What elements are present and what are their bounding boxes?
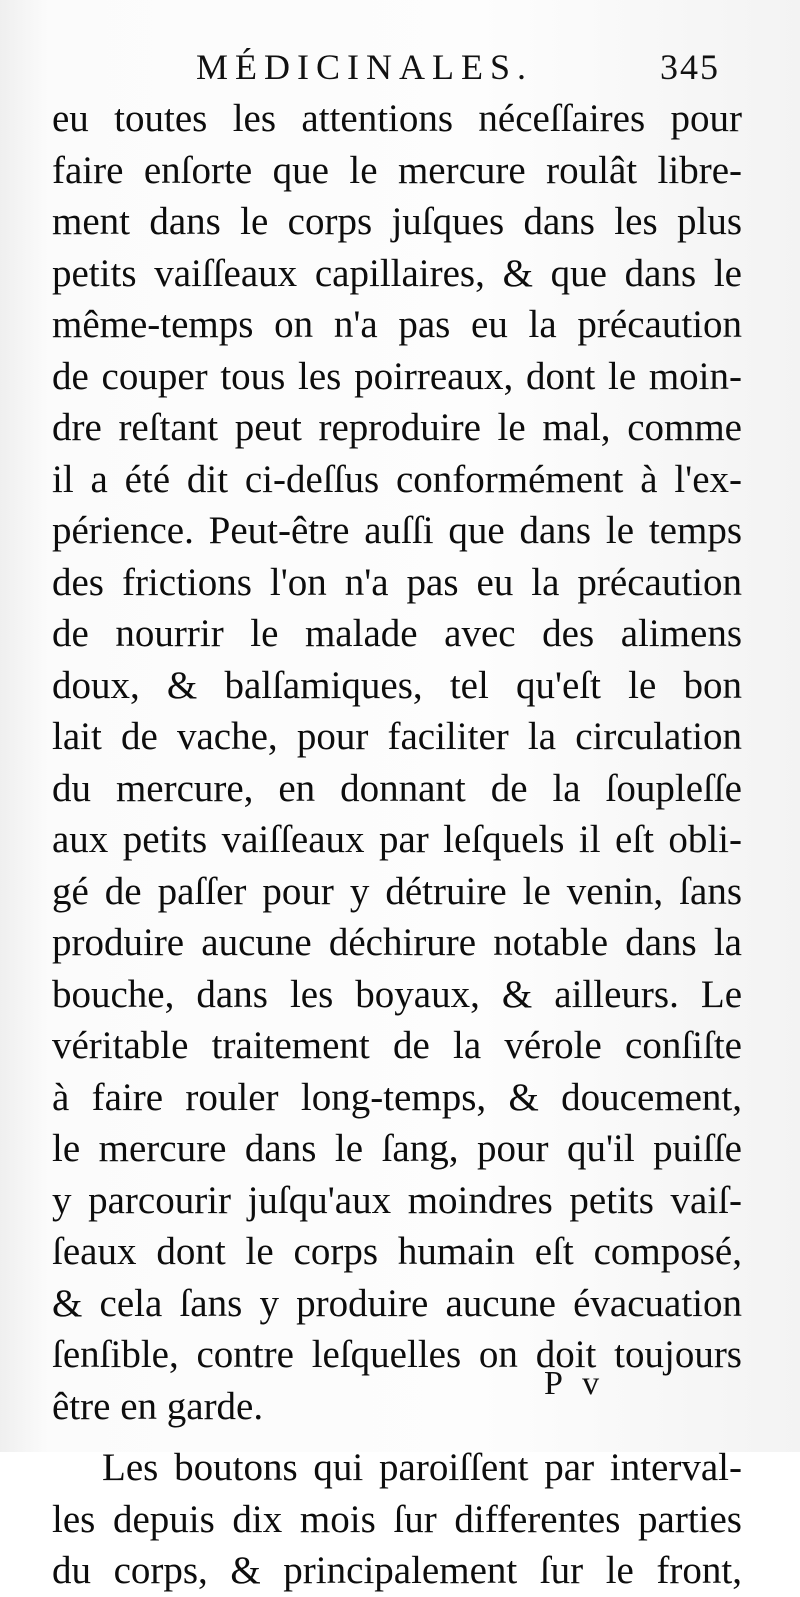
text-line: lait de vache, pour faciliter la circulation xyxy=(52,715,742,758)
text-line: Les boutons qui paroiſſent par interval- xyxy=(102,1446,742,1489)
text-line: faire enſorte que le mercure roulât libre- xyxy=(52,148,742,192)
text-line: gé de paſſer pour y détruire le venin, ſans xyxy=(52,869,742,913)
text-line: même-temps on n'a pas eu la précaution xyxy=(52,303,742,346)
text-line: de couper tous les poirreaux, dont le moin- xyxy=(52,354,742,398)
text-line: du mercure, en donnant de la ſoupleſſe xyxy=(52,766,742,810)
text-line: le mercure dans le ſang, pour qu'il puiſſe xyxy=(52,1127,742,1170)
body-text xyxy=(52,93,742,1597)
text-line: doux, & balſamiques, tel qu'eſt le bon xyxy=(52,663,742,707)
signature-mark: P v xyxy=(544,1365,606,1402)
paragraph-2 xyxy=(52,1442,742,1597)
running-title: MÉDICINALES. xyxy=(196,47,533,87)
text-line: aux petits vaiſſeaux par leſquels il eſt obli- xyxy=(52,818,742,861)
text-line: être en garde. xyxy=(52,1384,264,1428)
text-line: petits vaiſſeaux capillaires, & que dans le xyxy=(52,251,742,295)
text-line: y parcourir juſqu'aux moindres petits vaiſ- xyxy=(52,1178,742,1222)
running-head xyxy=(0,36,800,92)
text-line: des frictions l'on n'a pas eu la précaution xyxy=(52,560,742,604)
page-number: 345 xyxy=(660,47,720,87)
text-line: ſenſible, contre leſquelles on doit toujours xyxy=(52,1333,742,1376)
text-line: véritable traitement de la vérole conſiſte xyxy=(52,1024,742,1067)
text-line: il a été dit ci-deſſus conformément à l'ex- xyxy=(52,457,742,501)
text-line: du corps, & principalement ſur le front, xyxy=(52,1549,742,1592)
text-line: les depuis dix mois ſur differentes parties xyxy=(52,1497,742,1541)
text-line: ment dans le corps juſques dans les plus xyxy=(52,200,742,243)
text-line: dre reſtant peut reproduire le mal, comme xyxy=(52,406,742,449)
text-line: périence. Peut-être auſſi que dans le temps xyxy=(52,509,742,552)
text-line: de nourrir le malade avec des alimens xyxy=(52,612,742,655)
text-line: à faire rouler long-temps, & doucement, xyxy=(52,1075,742,1119)
text-line: bouche, dans les boyaux, & ailleurs. Le xyxy=(52,972,742,1016)
paragraph-1 xyxy=(52,93,742,1432)
text-line: & cela ſans y produire aucune évacuation xyxy=(52,1281,742,1325)
text-line: produire aucune déchirure notable dans la xyxy=(52,921,742,964)
text-line: ſeaux dont le corps humain eſt composé, xyxy=(52,1230,742,1273)
paragraph-gap xyxy=(52,1432,742,1442)
text-line: eu toutes les attentions néceſſaires pour xyxy=(52,97,742,140)
